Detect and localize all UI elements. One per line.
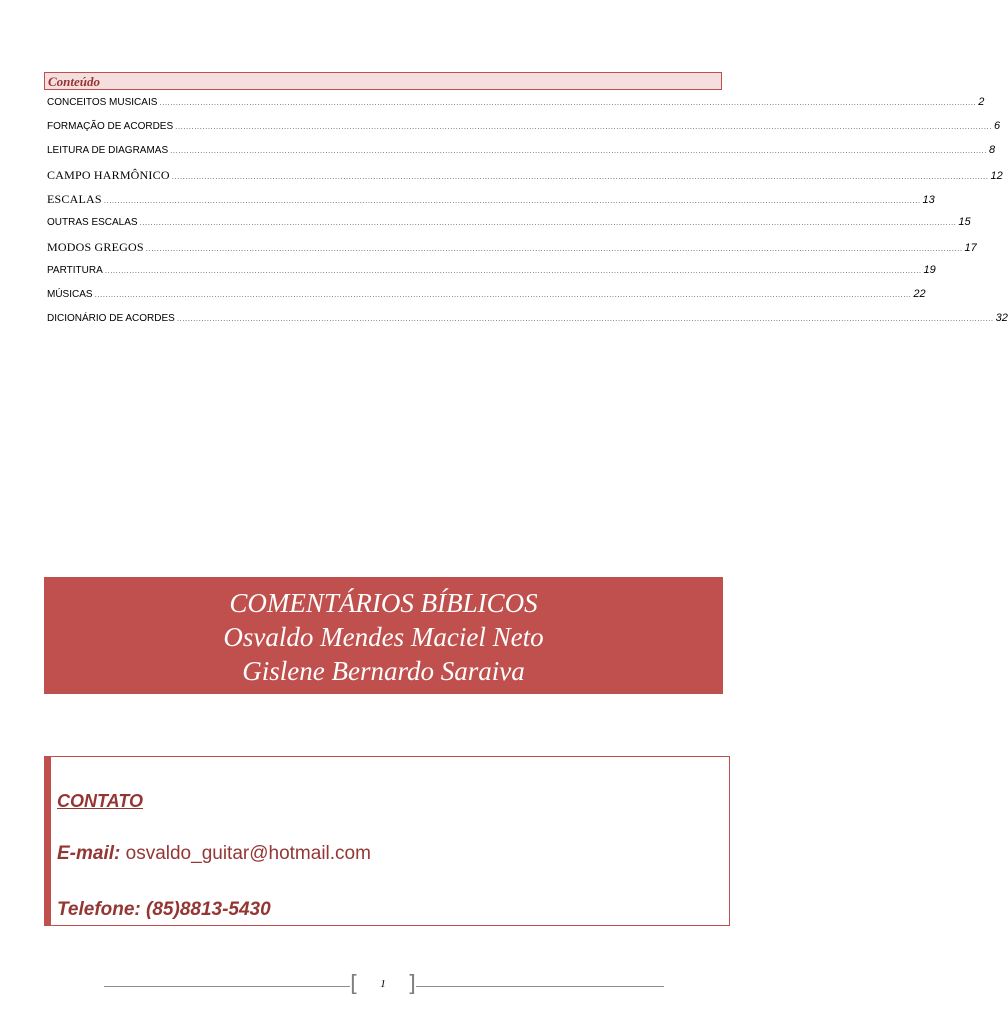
toc-entry-page: 8 xyxy=(988,144,996,156)
phone-label: Telefone xyxy=(57,899,135,920)
toc-leader-dots: ............................................................................................................................................................................................................................................................................................................ xyxy=(94,290,912,299)
toc-leader-dots: ............................................................................................................................................................................................................................................................................................................ xyxy=(176,314,994,323)
banner-author-2: Gislene Bernardo Saraiva xyxy=(242,656,525,686)
toc-entry[interactable] xyxy=(47,96,985,120)
toc-entry[interactable] xyxy=(47,240,977,264)
toc-leader-dots: ............................................................................................................................................................................................................................................................................................................ xyxy=(170,146,987,155)
contact-phone xyxy=(57,899,271,921)
toc-entry[interactable] xyxy=(47,312,1008,336)
toc-entry-label: LEITURA DE DIAGRAMAS xyxy=(47,145,169,156)
email-value[interactable]: osvaldo_guitar@hotmail.com xyxy=(120,843,371,864)
page-number: 1 xyxy=(380,978,386,990)
toc-entry-page: 15 xyxy=(958,216,971,228)
toc-entry[interactable] xyxy=(47,288,926,312)
toc-entry-label: DICIONÁRIO DE ACORDES xyxy=(47,313,175,324)
toc-entry[interactable] xyxy=(47,144,996,168)
toc-entry-page: 17 xyxy=(964,242,977,254)
banner-title: COMENTÁRIOS BÍBLICOS xyxy=(229,588,538,618)
toc-leader-dots: ............................................................................................................................................................................................................................................................................................................ xyxy=(139,218,957,227)
banner-author-1: Osvaldo Mendes Maciel Neto xyxy=(223,622,544,652)
email-label: E-mail: xyxy=(57,843,121,864)
toc-entry-page: 22 xyxy=(913,288,926,300)
table-of-contents xyxy=(47,96,1008,336)
toc-entry-label: CAMPO HARMÔNICO xyxy=(47,168,170,182)
contact-email xyxy=(57,843,371,865)
toc-heading-bar xyxy=(44,72,722,90)
toc-entry[interactable] xyxy=(47,120,1001,144)
toc-entry[interactable] xyxy=(47,216,971,240)
toc-entry-page: 2 xyxy=(978,96,985,108)
toc-entry[interactable] xyxy=(47,192,935,216)
toc-entry-label: CONCEITOS MUSICAIS xyxy=(47,97,158,108)
toc-entry-page: 13 xyxy=(922,194,935,206)
toc-entry-page: 12 xyxy=(990,170,1003,182)
toc-leader-dots: ............................................................................................................................................................................................................................................................................................................ xyxy=(175,122,992,131)
toc-entry-page: 19 xyxy=(923,264,936,276)
toc-entry-label: MODOS GREGOS xyxy=(47,240,144,254)
contact-heading: CONTATO xyxy=(57,791,143,811)
page-number-box xyxy=(350,972,416,1000)
toc-entry-page: 32 xyxy=(995,312,1008,324)
toc-entry-label: PARTITURA xyxy=(47,265,103,276)
right-bracket-icon: ] xyxy=(407,972,416,997)
toc-entry-label: FORMAÇÃO DE ACORDES xyxy=(47,121,174,132)
left-bracket-icon: [ xyxy=(350,972,359,997)
toc-entry[interactable] xyxy=(47,168,1003,192)
toc-leader-dots: ............................................................................................................................................................................................................................................................................................................ xyxy=(103,196,921,205)
toc-entry-label: ESCALAS xyxy=(47,192,102,206)
toc-heading: Conteúdo xyxy=(48,74,101,89)
toc-leader-dots: ............................................................................................................................................................................................................................................................................................................ xyxy=(171,172,989,181)
toc-entry-label: MÚSICAS xyxy=(47,289,93,300)
title-banner xyxy=(44,577,723,694)
toc-leader-dots: ............................................................................................................................................................................................................................................................................................................ xyxy=(104,266,922,275)
toc-entry-page: 6 xyxy=(993,120,1001,132)
toc-leader-dots: ............................................................................................................................................................................................................................................................................................................ xyxy=(145,244,963,253)
toc-entry[interactable] xyxy=(47,264,936,288)
contact-box xyxy=(44,756,730,926)
toc-leader-dots: ............................................................................................................................................................................................................................................................................................................ xyxy=(159,98,977,107)
toc-entry-label: OUTRAS ESCALAS xyxy=(47,217,138,228)
phone-value: : (85)8813-5430 xyxy=(134,899,271,920)
